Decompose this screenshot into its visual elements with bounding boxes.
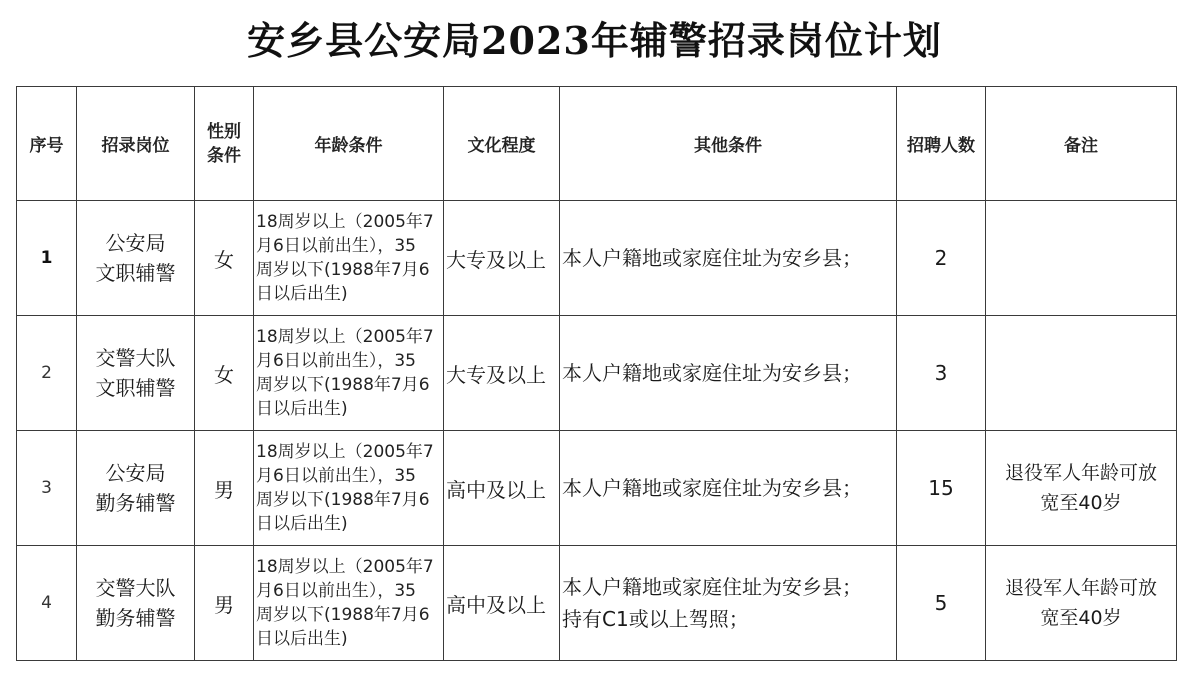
post-line2: 文职辅警 xyxy=(95,261,176,285)
row-age xyxy=(254,431,444,546)
row-other xyxy=(560,201,897,316)
post-line1: 交警大队 xyxy=(95,346,176,370)
header-gender-line1: 性别 xyxy=(207,121,241,142)
row-gender: 女 xyxy=(195,316,254,431)
age-line: 18周岁以上（2005年7 xyxy=(256,557,434,577)
age-line: 周岁以下(1988年7月6 xyxy=(256,260,430,280)
row-seq: 4 xyxy=(17,546,77,661)
row-post xyxy=(77,201,195,316)
remark-line1: 退役军人年龄可放 xyxy=(1004,577,1157,599)
row-other xyxy=(560,431,897,546)
other-line1: 本人户籍地或家庭住址为安乡县； xyxy=(562,361,862,385)
header-remark: 备注 xyxy=(986,87,1177,201)
post-line1: 交警大队 xyxy=(95,576,176,600)
table-row xyxy=(17,431,1177,546)
post-line2: 勤务辅警 xyxy=(95,491,176,515)
age-line: 日以后出生) xyxy=(256,284,348,304)
age-line: 周岁以下(1988年7月6 xyxy=(256,605,430,625)
other-line1: 本人户籍地或家庭住址为安乡县； xyxy=(562,575,862,599)
other-line1: 本人户籍地或家庭住址为安乡县； xyxy=(562,476,862,500)
row-education: 大专及以上 xyxy=(444,201,560,316)
table-row xyxy=(17,201,1177,316)
row-gender: 女 xyxy=(195,201,254,316)
row-education: 大专及以上 xyxy=(444,316,560,431)
row-age xyxy=(254,201,444,316)
row-count: 5 xyxy=(897,546,986,661)
recruitment-table xyxy=(16,86,1177,661)
header-gender xyxy=(195,87,254,201)
age-line: 月6日以前出生），35 xyxy=(256,236,416,256)
header-gender-line2: 条件 xyxy=(207,145,241,166)
table-row xyxy=(17,546,1177,661)
page-title: 安乡县公安局2023年辅警招录岗位计划 xyxy=(247,18,942,63)
row-seq: 3 xyxy=(17,431,77,546)
age-line: 月6日以前出生），35 xyxy=(256,466,416,486)
row-post xyxy=(77,431,195,546)
other-line2: 持有C1或以上驾照； xyxy=(562,607,749,631)
row-remark xyxy=(986,316,1177,431)
age-line: 日以后出生) xyxy=(256,514,348,534)
header-education: 文化程度 xyxy=(444,87,560,201)
row-age xyxy=(254,546,444,661)
row-seq: 2 xyxy=(17,316,77,431)
row-seq: 1 xyxy=(17,201,77,316)
header-seq: 序号 xyxy=(17,87,77,201)
header-count: 招聘人数 xyxy=(897,87,986,201)
row-count: 15 xyxy=(897,431,986,546)
row-count: 2 xyxy=(897,201,986,316)
row-education: 高中及以上 xyxy=(444,546,560,661)
post-line1: 公安局 xyxy=(105,231,166,255)
row-count: 3 xyxy=(897,316,986,431)
header-post: 招录岗位 xyxy=(77,87,195,201)
age-line: 18周岁以上（2005年7 xyxy=(256,442,434,462)
row-remark xyxy=(986,431,1177,546)
row-gender: 男 xyxy=(195,546,254,661)
post-line2: 文职辅警 xyxy=(95,376,176,400)
age-line: 周岁以下(1988年7月6 xyxy=(256,375,430,395)
row-other xyxy=(560,316,897,431)
post-line1: 公安局 xyxy=(105,461,166,485)
age-line: 月6日以前出生），35 xyxy=(256,351,416,371)
row-remark xyxy=(986,546,1177,661)
row-gender: 男 xyxy=(195,431,254,546)
age-line: 周岁以下(1988年7月6 xyxy=(256,490,430,510)
row-post xyxy=(77,316,195,431)
remark-line2: 宽至40岁 xyxy=(1040,607,1122,629)
table-header-row xyxy=(17,87,1177,201)
row-age xyxy=(254,316,444,431)
header-other: 其他条件 xyxy=(560,87,897,201)
age-line: 日以后出生) xyxy=(256,629,348,649)
table-row xyxy=(17,316,1177,431)
age-line: 日以后出生) xyxy=(256,399,348,419)
age-line: 月6日以前出生），35 xyxy=(256,581,416,601)
row-other xyxy=(560,546,897,661)
row-post xyxy=(77,546,195,661)
age-line: 18周岁以上（2005年7 xyxy=(256,327,434,347)
row-remark xyxy=(986,201,1177,316)
remark-line1: 退役军人年龄可放 xyxy=(1004,462,1157,484)
row-education: 高中及以上 xyxy=(444,431,560,546)
header-age: 年龄条件 xyxy=(254,87,444,201)
remark-line2: 宽至40岁 xyxy=(1040,492,1122,514)
other-line1: 本人户籍地或家庭住址为安乡县； xyxy=(562,246,862,270)
age-line: 18周岁以上（2005年7 xyxy=(256,212,434,232)
post-line2: 勤务辅警 xyxy=(95,606,176,630)
